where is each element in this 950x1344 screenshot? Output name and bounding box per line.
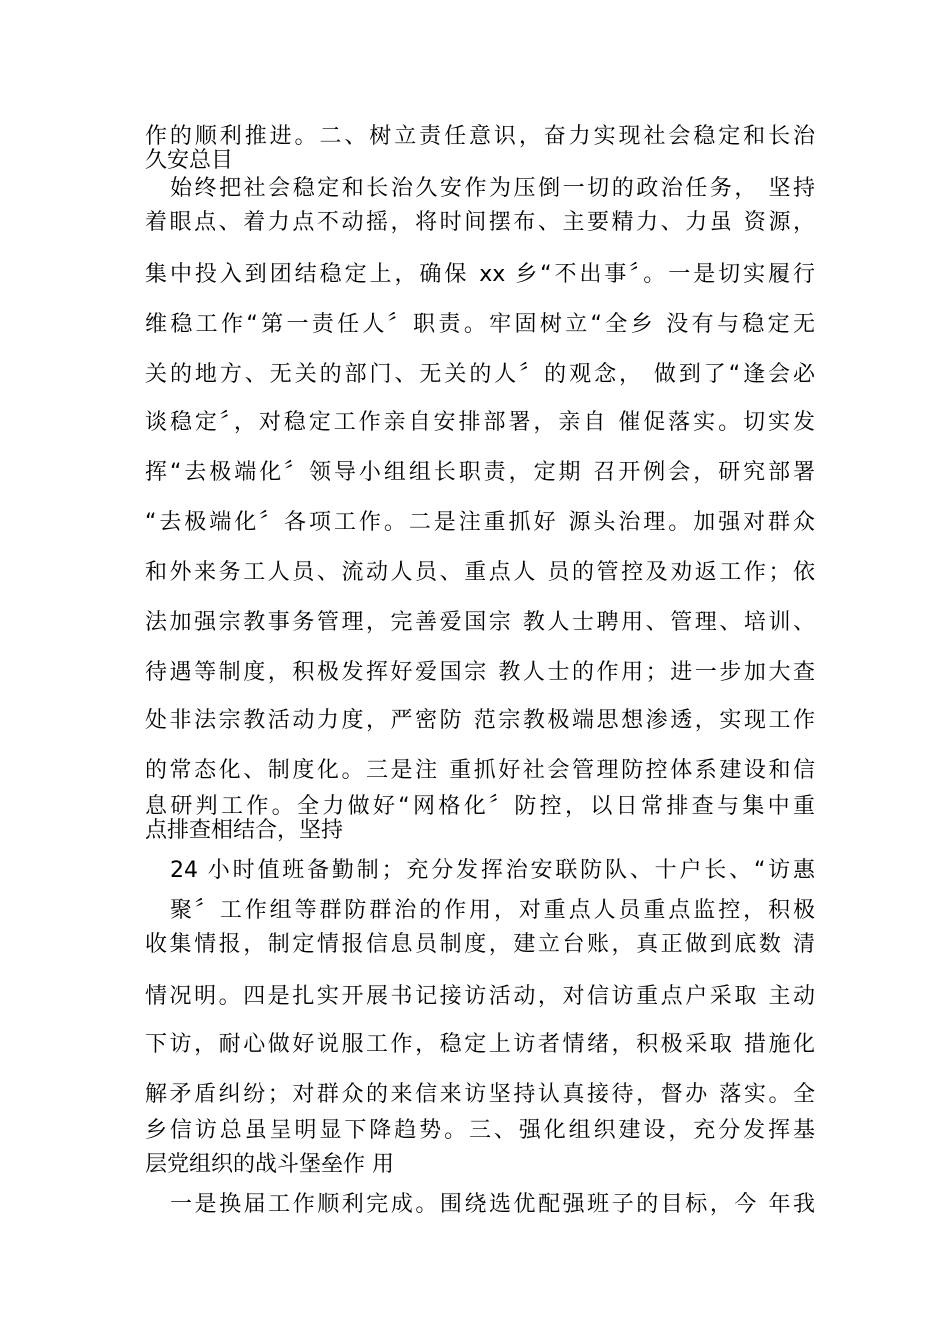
text-line: 关的地方、无关的部门、无关的人〞的观念， 做到了“逢会必	[145, 362, 815, 387]
text-line: 24 小时值班备勤制；充分发挥治安联防队、十户长、“访惠	[170, 858, 815, 883]
text-line: 下访，耐心做好说服工作，稳定上访者情绪，积极采取 措施化	[145, 1032, 815, 1057]
text-line: 挥“去极端化〞领导小组组长职责，定期 召开例会，研究部署	[145, 460, 815, 485]
text-line: 始终把社会稳定和长治久安作为压倒一切的政治任务， 坚持	[170, 176, 815, 201]
text-line: 收集情报，制定情报信息员制度，建立台账，真正做到底数 清	[145, 932, 815, 957]
text-line: 维稳工作“第一责任人〞职责。牢固树立“全乡 没有与稳定无	[145, 312, 815, 337]
text-line: 着眼点、着力点不动摇，将时间摆布、主要精力、力虽 资源，	[145, 210, 815, 235]
text-line: 谈稳定〞，对稳定工作亲自安排部署，亲自 催促落实。切实发	[145, 410, 815, 435]
text-line: 作的顺利推进。二、树立责任意识，奋力实现社会稳定和长治	[145, 124, 815, 149]
text-line: 法加强宗教事务管理，完善爱国宗 教人士聘用、管理、培训、	[145, 610, 815, 635]
text-line: 点排查相结合，坚持	[145, 818, 344, 843]
text-line: 久安总目	[145, 148, 234, 173]
text-line: 和外来务工人员、流动人员、重点人 员的管控及劝返工作；依	[145, 560, 815, 585]
text-line: 的常态化、制度化。三是注 重抓好社会管理防控体系建设和信	[145, 758, 815, 783]
text-line: 解矛盾纠纷；对群众的来信来访坚持认真接待，督办 落实。全	[145, 1082, 815, 1107]
text-line: 处非法宗教活动力度，严密防 范宗教极端思想渗透，实现工作	[145, 708, 815, 733]
text-line: 待遇等制度，积极发挥好爱国宗 教人士的作用；进一步加大查	[145, 660, 815, 685]
text-line: 息研判工作。全力做好“网格化〞防控，以日常排查与集中重	[145, 794, 815, 819]
text-line: 层党组织的战斗堡垒作 用	[145, 1152, 394, 1177]
text-line: 一是换届工作顺利完成。围绕选优配强班子的目标，今 年我	[170, 1192, 815, 1217]
text-line: 情况明。四是扎实开展书记接访活动，对信访重点户采取 主动	[145, 984, 815, 1009]
text-line: “去极端化〞各项工作。二是注重抓好 源头治理。加强对群众	[145, 510, 815, 535]
text-line: 乡信访总虽呈明显下降趋势。三、强化组织建设，充分发挥基	[145, 1118, 815, 1143]
text-line: 集中投入到团结稳定上，确保 xx 乡“不出事〞。一是切实履行	[145, 262, 815, 287]
text-line: 聚〞工作组等群防群治的作用，对重点人员重点监控，积极	[170, 898, 815, 923]
